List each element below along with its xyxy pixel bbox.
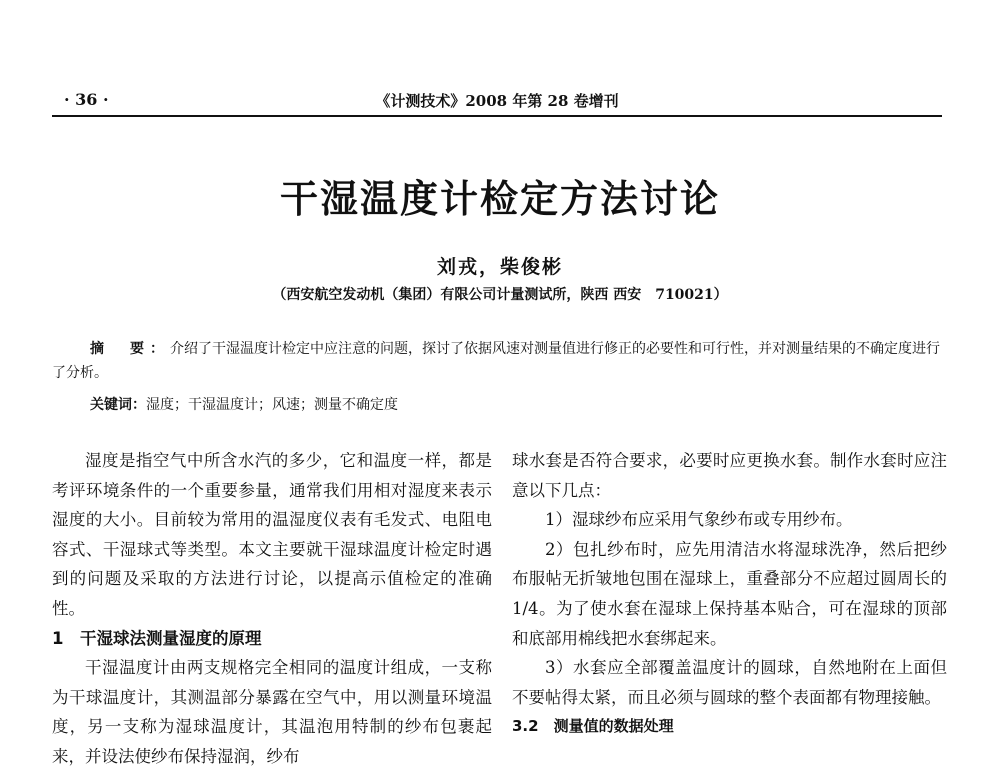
- section-3-2-heading: 3.2 测量值的数据处理: [512, 717, 674, 736]
- section-1-heading: 1 干湿球法测量湿度的原理: [52, 628, 262, 648]
- authors: 刘戎，柴俊彬: [436, 256, 563, 278]
- abstract-text: 介绍了干湿温度计检定中应注意的问题，探讨了依据风速对测量值进行修正的必要性和可行性，并对测量结果的不确定度进行了分析。: [52, 341, 940, 381]
- keywords-label: 关键词：: [90, 397, 146, 413]
- header-rule: [52, 115, 942, 117]
- continuation-paragraph: 球水套是否符合要求，必要时应更换水套。制作水套时应注意以下几点：: [512, 451, 947, 500]
- keywords-text: 湿度；干湿温度计；风速；测量不确定度: [146, 397, 398, 413]
- affiliation: （西安航空发动机（集团）有限公司计量测试所，陕西 西安 710021）: [272, 287, 728, 303]
- right-column: [512, 446, 947, 742]
- intro-paragraph: 湿度是指空气中所含水汽的多少，它和温度一样，都是考评环境条件的一个重要参量，通常我们用相对湿度来表示湿度的大小。目前较为常用的温湿度仪表有毛发式、电阻电容式、干湿球式等类型。本文主要就干湿球温度计检定时遇到的问题及采取的方法进行讨论，以提高示值检定的准确性。: [52, 451, 492, 618]
- journal-citation: 《计测技术》2008 年第 28 卷增刊: [375, 92, 619, 110]
- keywords: [90, 393, 398, 417]
- abstract-label: 摘 要：: [90, 341, 170, 357]
- left-column: [52, 446, 492, 772]
- list-item-3: 3）水套应全部覆盖温度计的圆球，自然地附在上面但不要帖得太紧，而且必须与圆球的整个表面都有物理接触。: [512, 658, 947, 707]
- list-item-2: 2）包扎纱布时，应先用清洁水将湿球洗净，然后把纱布服帖无折皱地包围在湿球上，重叠部分不应超过圆周长的 1/4。为了使水套在湿球上保持基本贴合，可在湿球的顶部和底部用棉线把水套绑起来。: [512, 539, 947, 648]
- running-header: [52, 88, 942, 112]
- abstract: [52, 337, 945, 385]
- list-item-1: 1）湿球纱布应采用气象纱布或专用纱布。: [545, 510, 853, 530]
- section-1-paragraph: 干湿温度计由两支规格完全相同的温度计组成，一支称为干球温度计，其测温部分暴露在空气中，用以测量环境温度，另一支称为湿球温度计，其温泡用特制的纱布包裹起来，并设法使纱布保持湿润，纱布: [52, 658, 492, 766]
- article-title: 干湿温度计检定方法讨论: [279, 176, 720, 221]
- page-number: · 36 ·: [64, 90, 109, 109]
